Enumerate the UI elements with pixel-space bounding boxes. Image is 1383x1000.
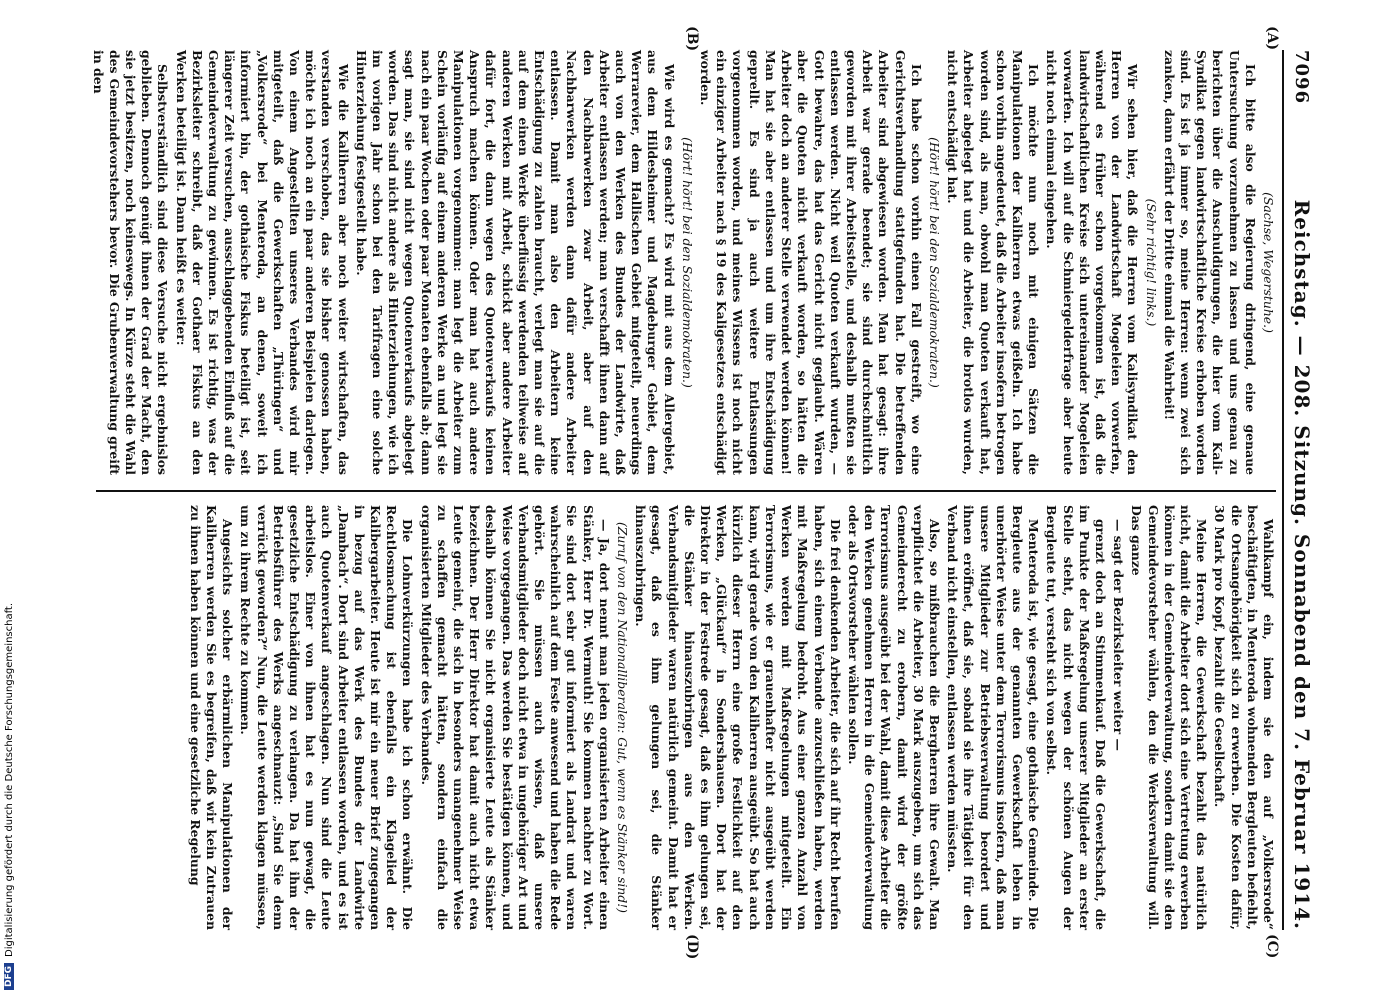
paragraph: Meine Herren, die Gewerkschaft bezahlt das natürlich nicht, damit die Arbeiter dort sich eine Vertretung erwerben können in der Gemeindeverwaltung, sondern damit sie den Gemeindevorsteher wählen, den die Werksverwaltung will. Das ganze	[1129, 505, 1210, 930]
paragraph: Ich möchte nun noch mit einigen Sätzen die Manipulationen der Kaliherren etwas geißeln. Ich habe schon vorhin angedeutet, daß die Arbeiter insofern betrogen worden sind, als man, obwohl man Quoten verkauft hat, Arbeiter abgelegt hat und die Arbeiter, die brotlos wurden, nicht entschädigt hat.	[945, 50, 1042, 475]
column-rule	[96, 490, 1276, 492]
page-number: 7096	[1291, 50, 1313, 105]
interjection: (Sehr richtig! links.)	[1143, 198, 1159, 327]
page-body	[90, 50, 1276, 931]
dfg-funding-note	[2, 0, 16, 990]
paragraph: — Ja, dort nennt man jeden organisierten Arbeiter einen Stänker, Herr Dr. Wermuth! Sie kommen nachher zu Wort. Sie sind dort sehr gut informiert als Landrat und waren wahrscheinlich auf dem Feste anwesend und haben die Rede gehört. Sie müssen auch wissen, daß unsere Verbandsmitglieder doch nicht etwa in ungehöriger Art und Weise vorgegangen. Das werden Sie bestätigen können, und deshalb können Sie nicht organisierte Leute als Stänker bezeichnen. Der Herr Direktor hat damit auch nicht etwa Leute gemeint, die sich in besonders unangenehmer Weise zu schaffen gemacht hätten, sondern einfach die organisierten Mitglieder des Verbandes.	[418, 505, 612, 930]
paragraph: Wie die Kaliherren aber noch weiter wirtschaften, das verstanden verschoben, das sie bisher genossen haben, möchte ich noch an ein paar anderen Beispielen darlegen. Von einem Angestellten unseres Verbandes wird mir mitgeteilt, daß die Gewerkschaften „Thüringen“ und „Volkersrode“ bei Menteroda, an denen, soweit ich informiert bin, der gothaische Fiskus beteiligt ist, seit längerer Zeit versuchen, ausschlaggebenden Einfluß auf die Gemeindeverwaltung zu gewinnen. Es ist richtig, was der Bezirksleiter schreibt, daß der Gothaer Fiskus an den Werken beteiligt ist. Dann heißt es weiter:	[173, 50, 351, 475]
interjection: (Hört! hört! bei den Sozialdemokraten.)	[926, 137, 942, 388]
page-header	[1282, 50, 1320, 930]
interjection: (Hört! hört! bei den Sozialdemokraten.)	[679, 137, 695, 388]
margin-marker-d: (D)	[684, 934, 700, 960]
paragraph: Selbstverständlich sind diese Versuche nicht ergebnislos geblieben. Dennoch genügt ihnen der Grad der Macht, den sie jetzt besitzen, noch keineswegs. In Kürze steht die Wahl des Gemeindevorstehers bevor. Die Grubenverwaltung greift in den	[90, 50, 171, 475]
dfg-note-text: Digitalisierung gefördert durch die Deutsche Forschungsgemeinschaft.	[3, 602, 15, 957]
paragraph: Die frei denkenden Arbeiter, die sich auf ihr Recht berufen haben, sich einem Verbande anzuschließen haben, werden mit Maßregelung bedroht. Aus einer ganzen Anzahl von Werken werden mit Maßregelungen mitgeteilt. Ein Terrorismus, wie er grauenhafter nicht ausgeübt werden kann, wird gerade von den Kaliherren ausgeübt. So hat auch kürzlich dieser Herrn eine große Festlichkeit auf den Werken, „Glückauf“ in Sondershausen. Dort hat der Direktor in der Festrede gesagt, daß es ihm gelungen sei, die Stänker hinauszubringen aus den Werken. Verbandsmitglieder waren natürlich gemeint. Damit hat er gesagt, daß es ihm gelungen sei, die Stänker hinauszubringen.	[633, 505, 843, 931]
interjection: (Sachse, Wegerstuhe.)	[1261, 192, 1276, 333]
paragraph: Wahlkampf ein, indem sie den auf „Volkersrode“ beschäftigten, in Menteroda wohnenden Bergleuten befiehlt, die Ortsangehörigkeit sich zu erwerben. Die Kosten dafür, 30 Mark pro Kopf, bezahlt die Gesellschaft.	[1212, 505, 1276, 930]
margin-marker-a: (A)	[1264, 26, 1280, 51]
paragraph: Die Lohnverkürzungen habe ich schon erwähnt. Die Rechtlosmachung ist ebenfalls ein Klagelied der Kalibergarbeiter. Heute ist mir ein neuer Brief zugegangen in bezug auf das Werk des Bundes der Landwirte „Dambach“. Dort sind Arbeiter entlassen worden, und es ist auch Quotenverkauf angeschlagen. Nun sind die Leute arbeitslos. Einer von ihnen hat es nun gewagt, die gesetzliche Entschädigung zu verlangen. Da hat ihm der Betriebsführer des Werks angeschnauzt: „Sind Sie denn verrückt geworden?“ Nun, die Leute werden klagen müssen, um zu ihrem Rechte zu kommen.	[238, 505, 416, 930]
interjection: (Zuruf von den Nationalliberalen: Gut, wenn es Stänker sind!)	[615, 521, 631, 914]
paragraph: grenzt doch an Stimmenkauf. Daß die Gewerkschaft, die im Punkte der Maßregelung unserer Mitglieder an erster Stelle steht, das nicht wegen der schönen Augen der Bergleute tut, versteht sich von selbst.	[1044, 505, 1108, 930]
paragraph: Ich habe schon vorhin einen Fall gestreift, wo eine Gerichtsverhandlung stattgefunden hat. Die betreffenden Arbeiter sind abgewiesen worden. Man hat gesagt: ihre Arbeit war gerade beendet; sie sind durchschnittlich geworden mit ihrer Arbeitsstelle, und deshalb mußten sie entlassen werden. Nicht weil Quoten verkauft wurden, — Gott bewahre, das hat das Gericht nicht geglaubt. Wären aber die Quoten nicht verkauft worden, so hätten die Arbeiter doch an anderer Stelle verwendet werden können! Man hat sie aber entlassen und um ihre Entschädigung geprellt. Es sind ja auch weitere Entlassungen vorgenommen worden, und meines Wissens ist noch nicht ein einziger Arbeiter nach § 19 des Kaligesetzes entschädigt worden.	[698, 50, 924, 475]
margin-marker-c: (C)	[1264, 934, 1280, 959]
right-column	[96, 505, 1276, 930]
left-column	[90, 50, 1276, 475]
rotated-page	[80, 26, 1320, 960]
paragraph: Wir sehen hier, daß die Herren vom Kalisyndikat den Herren von der Landwirtschaft Mogeleien vorwerfen, während es früher schon vorgekommen ist, daß die landwirtschaftlichen Kreise sich untereinander Mogeleien vorwarfen. Ich will auf die Schmiergelderfrage aber heute nicht noch einmal eingehen.	[1044, 50, 1141, 475]
margin-marker-b: (B)	[684, 26, 700, 52]
running-title: Reichstag. — 208. Sitzung. Sonnabend den 7. Februar 1914.	[1290, 199, 1314, 930]
dfg-logo: DFG	[4, 963, 14, 990]
paragraph: Angesichts solcher erbärmlichen Manipulationen der Kaliherren werden Sie es begreifen, daß wir kein Zutrauen zu ihnen haben können und eine gesetzliche Regelung	[187, 505, 236, 930]
paragraph: Wie wird es gemacht? Es wird mit aus dem Allergebiet, aus dem Hildesheimer und Magdeburger Gebiet, dem Werrarevier, dem Hallischen Gebiet mitgeteilt, neuerdings auch von den Werken des Bundes der Landwirte, daß Arbeiter entlassen werden; man verschafft ihnen dann auf den Nachbarwerken zwar Arbeit, aber auf den Nachbarwerken werden dann dafür andere Arbeiter entlassen. Damit man also den Arbeitern keine Entschädigung zu zahlen braucht, verlegt man sie auf die auf dem einen Werke überflüssig werdenden teilweise auf anderen Werken mit Arbeit, schickt aber andere Arbeiter dafür fort, die dann wegen des Quotenverkaufs keinen Anspruch machen können. Oder man hat auch andere Manipulationen vorgenommen: man legt die Arbeiter zum Schein vorläufig auf einem anderen Werke an und legt sie nach ein paar Wochen oder paar Monaten ebenfalls ab; dann sagt man, sie sind nicht wegen Quotenverkaufs abgelegt worden. Das sind nicht andere als Hinterziehungen, wie ich im vorigen Jahr schon bei den Tarifragen eine solche Hinterziehung festgestellt habe.	[353, 50, 677, 475]
paragraph: Ich bitte also die Regierung dringend, eine genaue Untersuchung vorzunehmen zu lassen und uns genau zu berichten über die Anschuldigungen, die hier vom Kali-Syndikat gegen landwirtschaftliche Kreise erhoben worden sind. Es ist ja immer so, meine Herren: wenn zwei sich zanken, dann erfährt der Dritte einmal die Wahrheit!	[1161, 50, 1258, 475]
paragraph: Menteroda ist, wie gesagt, eine gothaische Gemeinde. Die Bergleute aus der genannten Gewerkschaft leben in unerhörter Weise unter dem Terrorismus insofern, daß man unsere Mitglieder zur Betriebsverwaltung beordert und ihnen eröffnet, daß sie, sobald sie ihre Tätigkeit für den Verband nicht einstellen, entlassen werden müssten.	[945, 505, 1042, 930]
paragraph: Also, so mißbrauchen die Bergherren ihre Gewalt. Man verpflichtet die Arbeiter, 30 Mark auszugeben, um sich das Gemeinderecht zu erobern, damit wird der größte Terrorismus ausgeübt bei der Wahl, damit diese Arbeiter die den Werken genehmen Herren in die Gemeindeverwaltung oder als Ortsvorsteher wählen sollen.	[845, 505, 942, 930]
paragraph: — sagt der Bezirksleiter weiter —	[1111, 519, 1127, 751]
